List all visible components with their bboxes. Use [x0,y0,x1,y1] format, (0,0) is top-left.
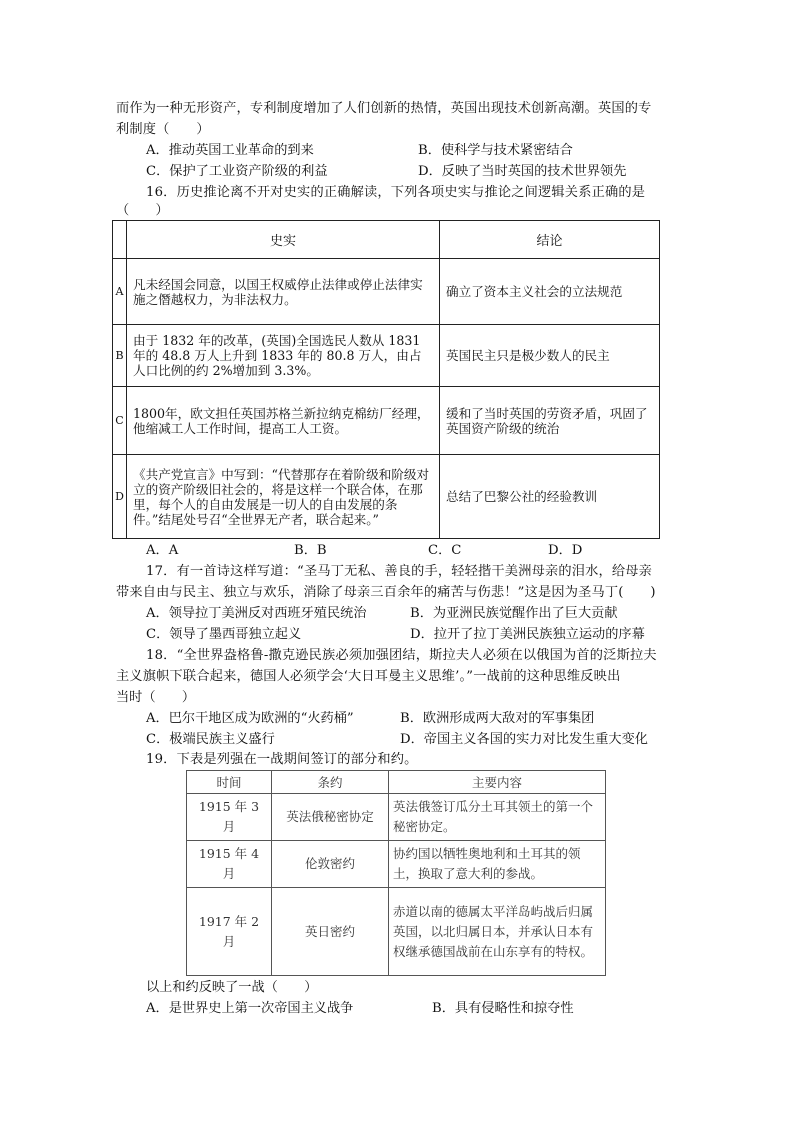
row-treaty: 英日密约 [272,888,389,976]
table-header-row [187,771,606,794]
row-time: 1917 年 2 月 [187,888,272,976]
q19-stem: 19．下表是列强在一战期间签订的部分和约。 [146,752,418,767]
q17-stem-line1: 17．有一首诗这样写道：“圣马丁无私、善良的手，轻轻揩干美洲母亲的泪水，给母亲 [146,564,653,579]
q15-option-c: C．保护了工业资产阶级的利益 [146,164,328,179]
table-row [113,455,660,539]
row-content: 赤道以南的德属太平洋岛屿战后归属英国，以北归属日本，并承认日本有权继承德国战前在山东享有的特权。 [389,888,606,976]
table-row [187,888,606,976]
q17-stem-line2: 带来自由与民主、独立与欢乐，消除了母亲三百余年的痛苦与伤悲！”这是因为圣马丁( ) [116,585,656,600]
row-fact: 由于 1832 年的改革，(英国)全国选民人数从 1831 年的 48.8 万人上升到 1833 年的 80.8 万人，由占人口比例的约 2%增加到 3.3%。 [127,325,440,387]
q17-option-b: B．为亚洲民族觉醒作出了巨大贡献 [410,606,618,621]
q19-option-a: A．是世界史上第一次帝国主义战争 [146,1001,354,1016]
q19-tail: 以上和约反映了一战（ ） [146,980,318,995]
table-row [113,325,660,387]
q15-option-b: B．使科学与技术紧密结合 [418,143,573,158]
table-row [187,794,606,841]
q18-option-a: A．巴尔干地区成为欧洲的“火药桶” [146,711,354,726]
row-treaty: 英法俄秘密协定 [272,794,389,841]
header-conclusion: 结论 [440,221,660,259]
header-treaty: 条约 [272,771,389,794]
q19-option-b: B．具有侵略性和掠夺性 [432,1001,574,1016]
row-fact: 1800年，欧文担任英国苏格兰新拉纳克棉纺厂经理，他缩减工人工作时间，提高工人工资。 [127,387,440,455]
row-label: D [113,455,127,539]
q18-option-b: B．欧洲形成两大敌对的军事集团 [400,711,595,726]
row-time: 1915 年 3 月 [187,794,272,841]
q18-stem-line3: 当时（ ） [116,690,196,705]
q16-stem-line1: 16．历史推论离不开对史实的正确解读，下列各项史实与推论之间逻辑关系正确的是 [146,185,646,200]
table-header-row [113,221,660,259]
row-content: 协约国以牺牲奥地利和土耳其的领土，换取了意大利的参战。 [389,841,606,888]
q16-option-a: A．A [146,543,179,558]
q15-stem-line1: 而作为一种无形资产，专利制度增加了人们创新的热情，英国出现技术创新高潮。英国的专 [116,101,652,116]
row-label: B [113,325,127,387]
q18-stem-line2: 主义旗帜下联合起来，德国人必须学会‘大日耳曼主义思维’。”一战前的这种思维反映出 [116,669,621,684]
table-row [113,259,660,325]
row-label: C [113,387,127,455]
table-row [113,387,660,455]
row-conclusion: 总结了巴黎公社的经验教训 [440,455,660,539]
row-conclusion: 缓和了当时英国的劳资矛盾，巩固了英国资产阶级的统治 [440,387,660,455]
table-row [187,841,606,888]
q19-table [186,770,606,976]
q18-stem-line1: 18．“全世界盎格鲁-撒克逊民族必须加强团结，斯拉夫人必须在以俄国为首的泛斯拉夫 [146,648,657,663]
q17-option-a: A．领导拉丁美洲反对西班牙殖民统治 [146,606,367,621]
q16-option-b: B．B [294,543,327,558]
row-content: 英法俄签订瓜分土耳其领土的第一个秘密协定。 [389,794,606,841]
q16-stem-line2: （ ） [116,203,169,218]
q15-stem-line2: 利制度（ ） [116,122,210,137]
header-blank [113,221,127,259]
q17-option-c: C．领导了墨西哥独立起义 [146,627,302,642]
q16-option-d: D．D [548,543,583,558]
header-fact: 史实 [127,221,440,259]
q16-option-c: C．C [428,543,462,558]
row-conclusion: 确立了资本主义社会的立法规范 [440,259,660,325]
row-fact: 《共产党宣言》中写到：“代替那存在着阶级和阶级对立的资产阶级旧社会的，将是这样一个联合体，在那里，每个人的自由发展是一切人的自由发展的条件。”结尾处号召“全世界无产者，联合起来。” [127,455,440,539]
row-label: A [113,259,127,325]
header-time: 时间 [187,771,272,794]
row-fact: 凡未经国会同意，以国王权威停止法律或停止法律实施之僭越权力，为非法权力。 [127,259,440,325]
q17-option-d: D．拉开了拉丁美洲民族独立运动的序幕 [410,627,645,642]
row-treaty: 伦敦密约 [272,841,389,888]
row-conclusion: 英国民主只是极少数人的民主 [440,325,660,387]
q15-option-d: D．反映了当时英国的技术世界领先 [418,164,627,179]
header-content: 主要内容 [389,771,606,794]
q18-option-d: D．帝国主义各国的实力对比发生重大变化 [400,732,648,747]
q18-option-c: C．极端民族主义盛行 [146,732,275,747]
row-time: 1915 年 4 月 [187,841,272,888]
q15-option-a: A．推动英国工业革命的到来 [146,143,314,158]
q16-table [112,220,660,539]
